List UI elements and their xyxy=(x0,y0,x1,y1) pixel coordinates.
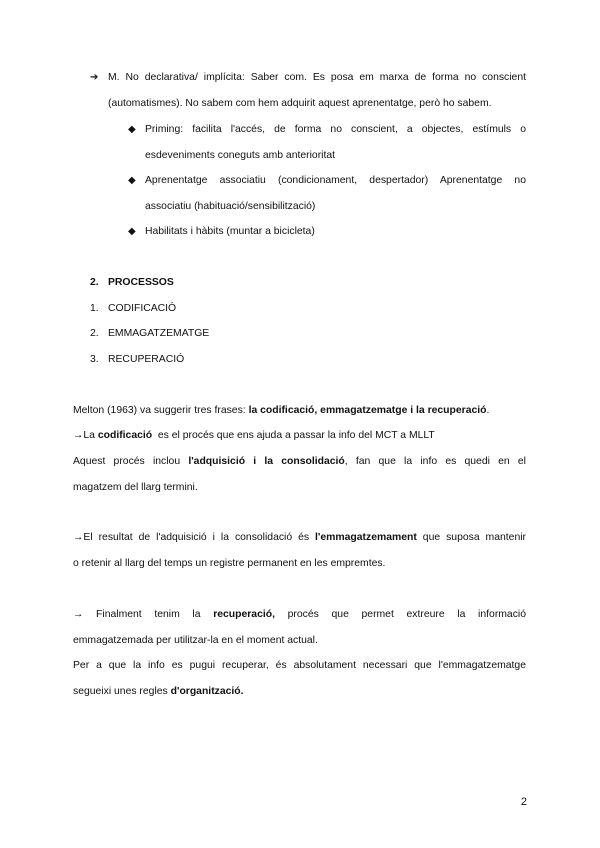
list-item xyxy=(90,353,184,367)
aquest-proces-line-2: magatzem del llarg termini. xyxy=(73,482,198,493)
section-title: PROCESSOS xyxy=(108,277,174,288)
text-run: . xyxy=(486,405,490,416)
bold-run: codificació xyxy=(97,430,153,441)
text-run: procés que permet extreure la informació xyxy=(274,609,526,620)
bold-run: d'organització. xyxy=(170,686,244,697)
memory-type-line-2: (automatismes). No sabem com hem adquirit aquest aprenentatge, però ho sabem. xyxy=(108,98,492,109)
bold-run: recuperació, xyxy=(213,609,275,620)
list-item-number: 2. xyxy=(90,328,99,339)
aquest-proces-line-1 xyxy=(73,455,526,469)
section-heading xyxy=(90,276,174,290)
melton-sentence xyxy=(73,404,489,418)
text-run: Melton (1963) va suggerir tres frases: xyxy=(73,405,249,416)
bullet-associatiu-line-2: associatiu (habituació/sensibilització) xyxy=(145,201,316,212)
organitzacio-line-2 xyxy=(73,685,244,699)
bullet-habilitats: Habilitats i hàbits (muntar a bicicleta) xyxy=(145,226,315,237)
text-run: segueixi unes regles xyxy=(73,686,171,697)
list-item-number: 3. xyxy=(90,354,99,365)
page-number: 2 xyxy=(520,796,527,808)
list-item-label: CODIFICACIÓ xyxy=(108,303,177,314)
text-run: →La xyxy=(73,430,98,441)
diamond-bullet-icon: ◆ xyxy=(128,175,136,186)
text-run: , fan que la info es quedi en el xyxy=(344,456,526,467)
list-item xyxy=(90,327,209,341)
memory-type-line-1: M. No declarativa/ implícita: Saber com. Es posa em marxa de forma no conscient xyxy=(108,72,526,83)
section-number: 2. xyxy=(90,277,99,288)
diamond-bullet-icon: ◆ xyxy=(128,124,136,135)
emmagatzemament-line-2: o retenir al llarg del temps un registre permanent en les empremtes. xyxy=(73,558,386,569)
arrow-bullet-icon: ➔ xyxy=(90,72,99,83)
codificacio-sentence xyxy=(73,429,435,443)
list-item-label: RECUPERACIÓ xyxy=(108,354,185,365)
list-item xyxy=(90,302,176,316)
bullet-priming-line-1: Priming: facilita l'accés, de forma no conscient, a objectes, estímuls o xyxy=(145,124,526,135)
emmagatzemament-line-1 xyxy=(73,531,526,545)
list-item-number: 1. xyxy=(90,303,99,314)
text-run: que suposa mantenir xyxy=(416,532,526,543)
diamond-bullet-icon: ◆ xyxy=(128,226,136,237)
bold-run: l'adquisició i la consolidació xyxy=(188,456,345,467)
recuperacio-line-2: emmagatzemada per utilitzar-la en el moment actual. xyxy=(73,635,318,646)
text-run: Aquest procés inclou xyxy=(73,456,189,467)
bullet-priming-line-2: esdeveniments coneguts amb anterioritat xyxy=(145,150,336,161)
text-run: → Finalment tenim la xyxy=(73,609,214,620)
text-run: es el procés que ens ajuda a passar la info del MCT a MLLT xyxy=(152,430,435,441)
organitzacio-line-1: Per a que la info es pugui recuperar, és absolutament necessari que l'emmagatzematge xyxy=(73,660,526,671)
bold-run: la codificació, emmagatzematge i la recuperació xyxy=(248,405,487,416)
recuperacio-line-1 xyxy=(73,608,526,622)
bold-run: l'emmagatzemament xyxy=(315,532,417,543)
list-item-label: EMMAGATZEMATGE xyxy=(108,328,210,339)
text-run: →El resultat de l'adquisició i la consolidació és xyxy=(73,532,316,543)
bullet-associatiu-line-1: Aprenentatge associatiu (condicionament, despertador) Aprenentatge no xyxy=(145,175,526,186)
